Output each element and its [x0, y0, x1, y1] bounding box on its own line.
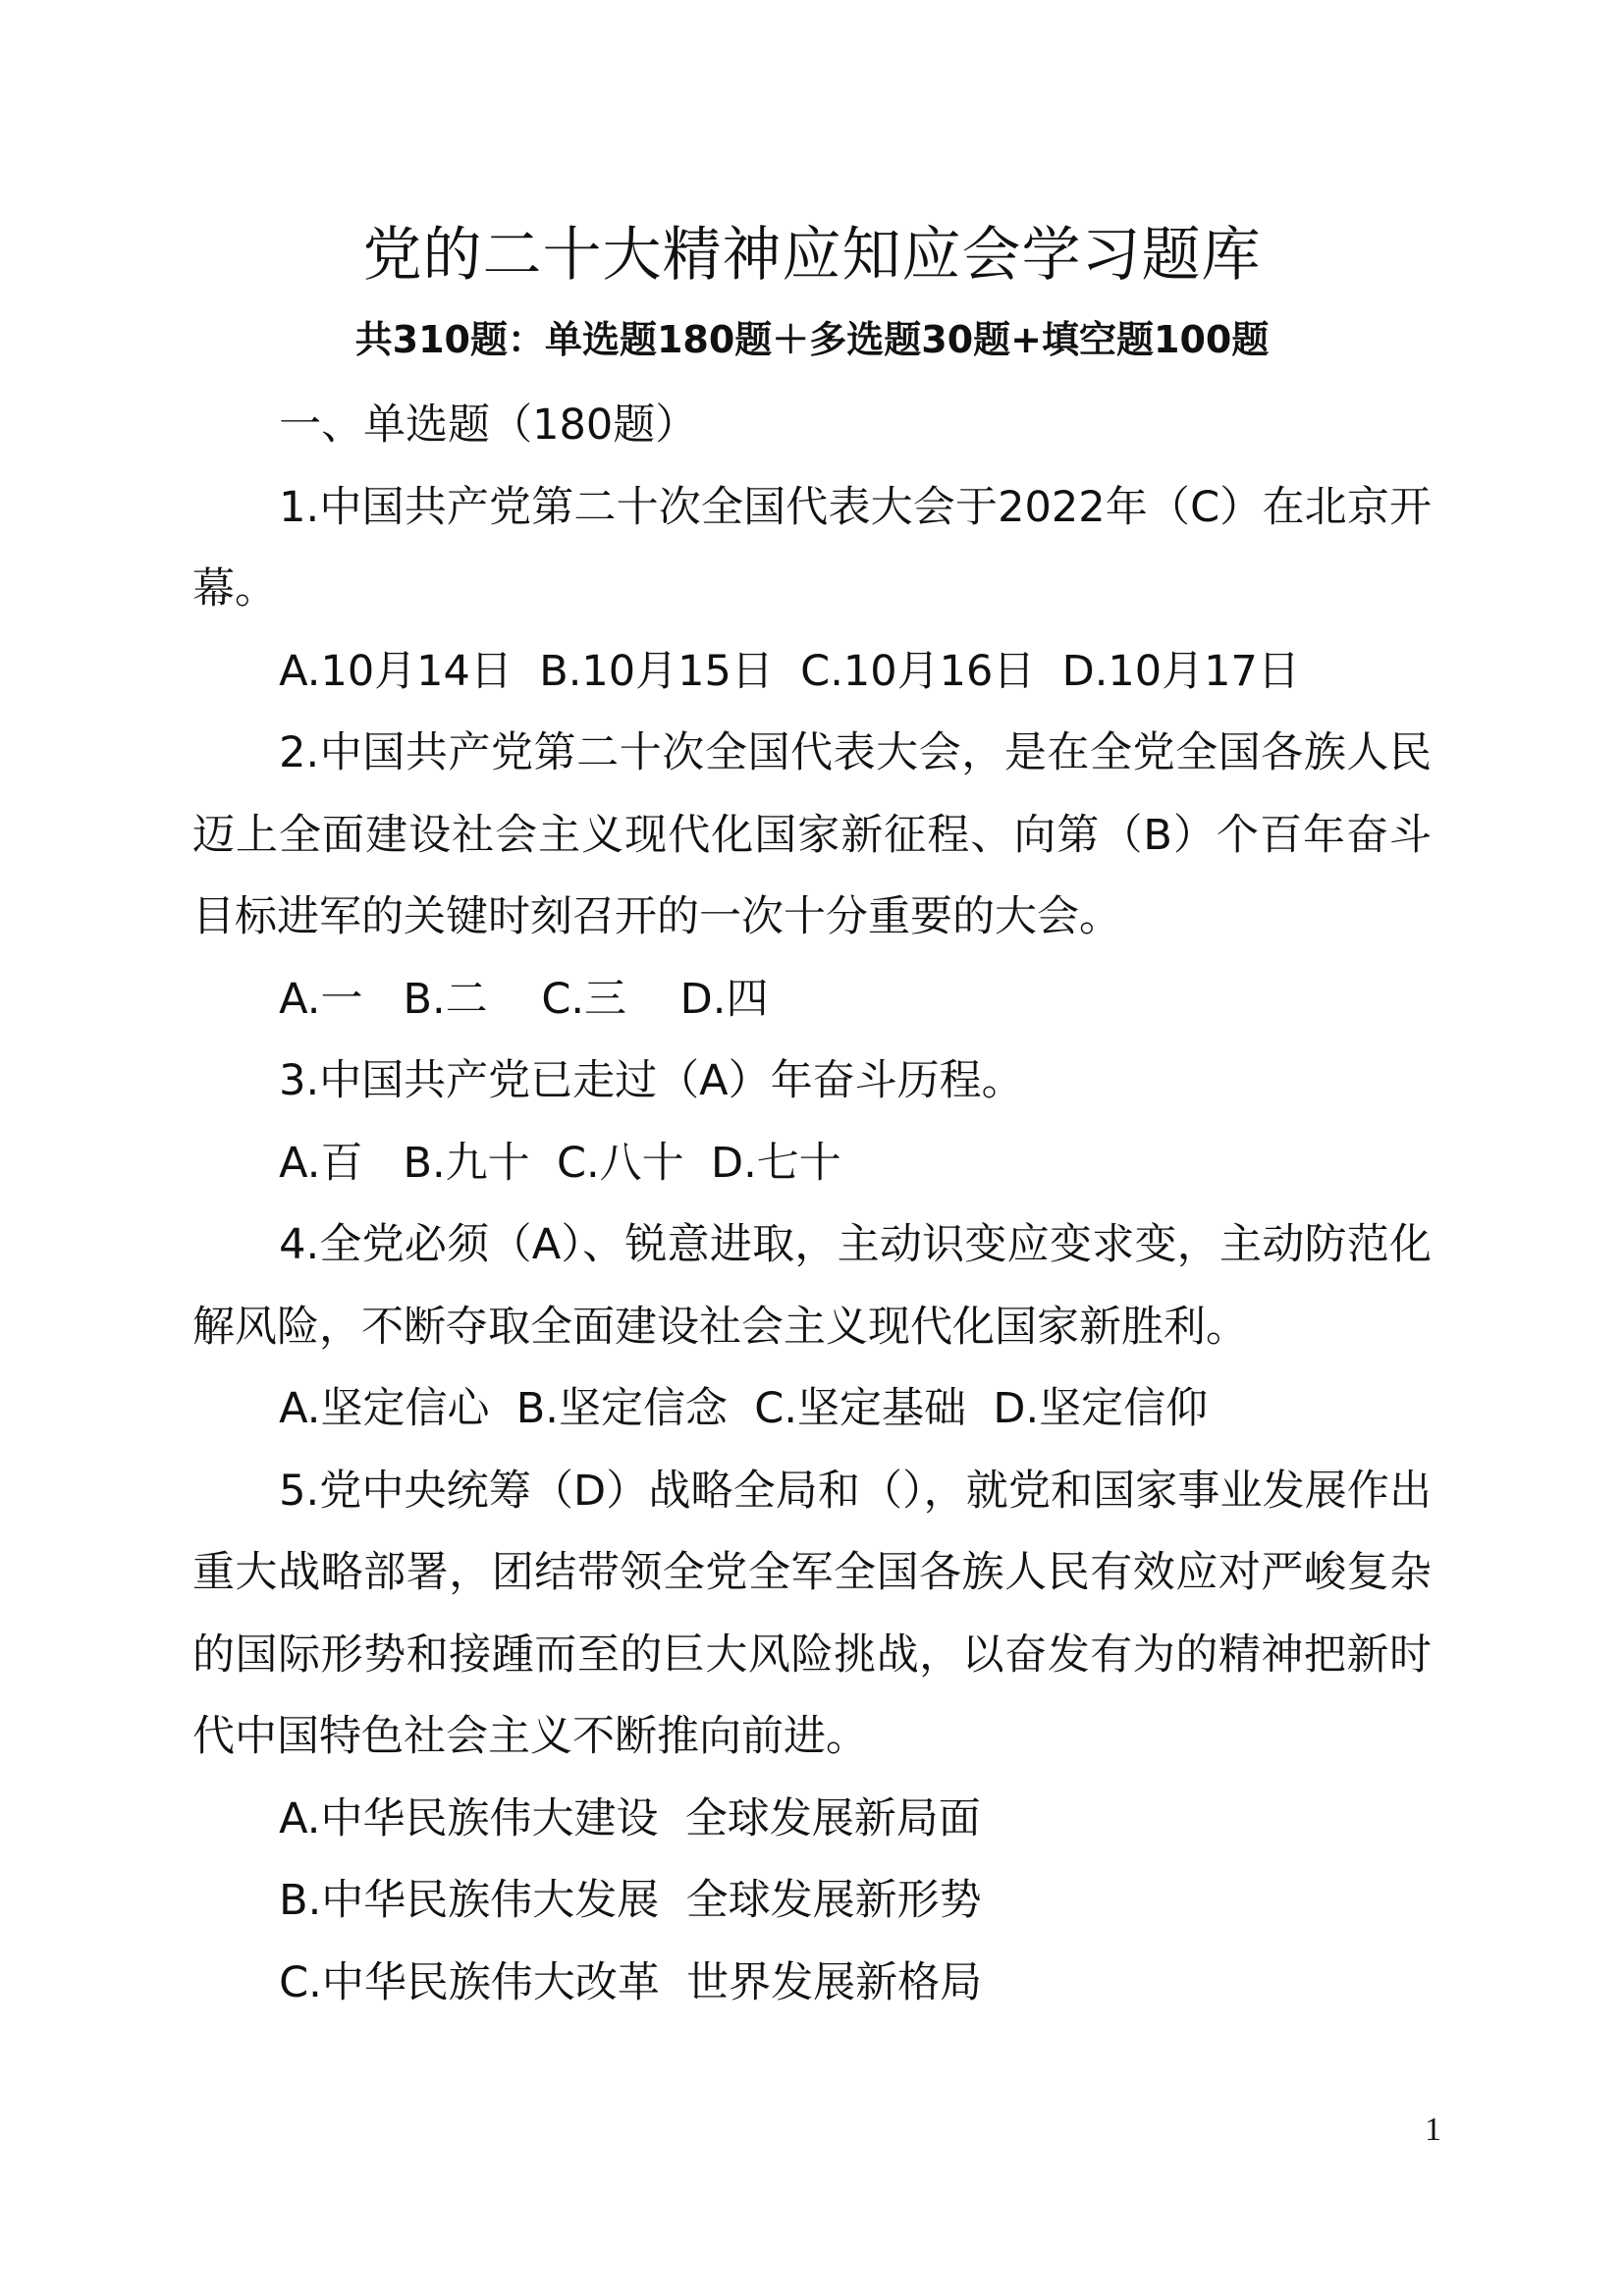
question-options-1: A.10月14日 B.10月15日 C.10月16日 D.10月17日 — [279, 646, 1300, 696]
question-options-2: A.一 B.二 C.三 D.四 — [279, 974, 769, 1024]
document-subtitle: 共310题：单选题180题＋多选题30题+填空题100题 — [354, 318, 1270, 361]
document-body — [192, 385, 1432, 2024]
question-options-4: A.坚定信心 B.坚定信念 C.坚定基础 D.坚定信仰 — [279, 1384, 1209, 1433]
section-heading: 一、单选题（180题） — [279, 400, 698, 450]
question-stem-5: 5.党中央统筹（D）战略全局和（），就党和国家事业发展作出重大战略部署，团结带领全党全军全国各族人民有效应对严峻复杂的国际形势和接踵而至的巨大风险挑战，以奋发有为的精神把新时代中国特色社会主义不断推向前进。 — [192, 1466, 1432, 1761]
question-stem-2: 2.中国共产党第二十次全国代表大会，是在全党全国各族人民迈上全面建设社会主义现代化国家新征程、向第（B）个百年奋斗目标进军的关键时刻召开的一次十分重要的大会。 — [192, 728, 1432, 941]
question-option-5c: C.中华民族伟大改革 世界发展新格局 — [279, 1957, 983, 2007]
document-title: 党的二十大精神应知应会学习题库 — [362, 221, 1262, 290]
question-stem-4: 4.全党必须（A）、锐意进取，主动识变应变求变，主动防范化解风险，不断夺取全面建设社会主义现代化国家新胜利。 — [192, 1220, 1432, 1352]
page-number: 1 — [1425, 2111, 1441, 2148]
question-option-5b: B.中华民族伟大发展 全球发展新形势 — [279, 1876, 982, 1925]
question-options-3: A.百 B.九十 C.八十 D.七十 — [279, 1138, 841, 1188]
question-option-5a: A.中华民族伟大建设 全球发展新局面 — [279, 1793, 981, 1843]
question-stem-3: 3.中国共产党已走过（A）年奋斗历程。 — [279, 1056, 1024, 1105]
question-stem-1: 1.中国共产党第二十次全国代表大会于2022年（C）在北京开幕。 — [192, 482, 1432, 614]
